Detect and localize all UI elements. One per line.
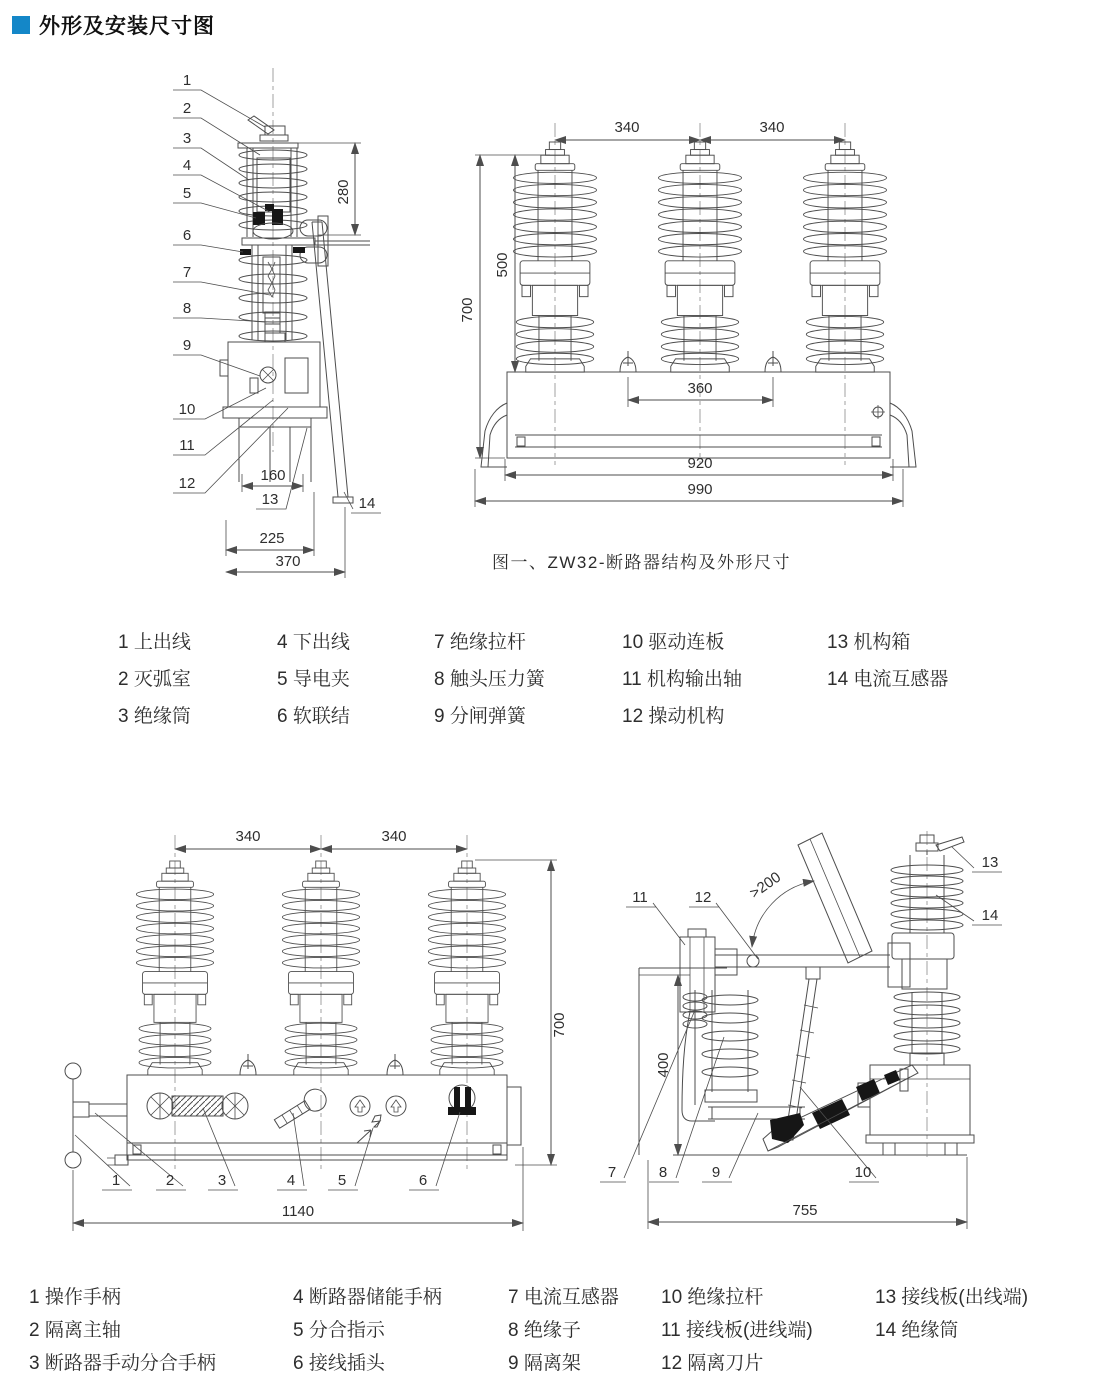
callout-2: 2 [182, 100, 192, 117]
fig1-legend-col1 [118, 624, 191, 735]
callout-8: 8 [658, 1164, 668, 1181]
dim-label-340a: 340 [614, 119, 640, 136]
blue-square-bullet [12, 16, 30, 34]
fig1-dim-500 [494, 155, 515, 372]
callout-9: 9 [711, 1164, 721, 1181]
legend-item: 5 导电夹 [277, 669, 350, 690]
fig2-legend-col5 [875, 1281, 1028, 1347]
dim-label-500: 500 [494, 252, 511, 278]
legend-item: 12 操动机构 [622, 706, 725, 727]
fig2-side-insulator-column [858, 831, 974, 1157]
callout-6: 6 [418, 1172, 428, 1189]
legend-item: 4 下出线 [277, 632, 350, 653]
legend-item: 9 分闸弹簧 [434, 706, 526, 727]
dim-label-200: >200 [746, 868, 785, 902]
callout-4: 4 [286, 1172, 296, 1189]
fig1-dim-370 [226, 507, 345, 578]
callout-6: 6 [182, 227, 192, 244]
callout-3: 3 [182, 130, 192, 147]
legend-item: 10 绝缘拉杆 [661, 1287, 764, 1308]
fig1-dim-340-left [555, 119, 700, 140]
legend-item: 2 灭弧室 [118, 669, 191, 690]
fig1-legend [0, 624, 1100, 744]
dim-label-225: 225 [259, 530, 285, 547]
dim-label-755: 755 [792, 1202, 818, 1219]
page-title: 外形及安装尺寸图 [39, 15, 215, 38]
fig2-front-view-drawing [55, 825, 600, 1245]
fig1-legend-col2 [277, 624, 350, 735]
callout-7: 7 [182, 264, 192, 281]
fig1-legend-col4 [622, 624, 742, 735]
callout-3: 3 [217, 1172, 227, 1189]
callout-4: 4 [182, 157, 192, 174]
dim-label-700: 700 [459, 297, 476, 323]
fig1-dim-920 [505, 455, 893, 481]
callout-13: 13 [981, 854, 999, 871]
legend-item: 7 绝缘拉杆 [434, 632, 526, 653]
fig2-dim-200-arc [747, 869, 814, 947]
fig1-legend-col3 [434, 624, 545, 735]
dim-label-370: 370 [275, 553, 301, 570]
fig2-side-middle-parts [683, 967, 918, 1151]
callout-11: 11 [632, 889, 648, 906]
fig2-legend-col4 [661, 1281, 813, 1378]
fig2-dim-400 [639, 975, 690, 1155]
fig1-side-callouts [173, 72, 381, 513]
legend-item: 4 断路器储能手柄 [293, 1287, 442, 1308]
legend-item: 2 隔离主轴 [29, 1320, 121, 1341]
dim-label-920: 920 [687, 455, 713, 472]
legend-item: 9 隔离架 [508, 1353, 581, 1374]
legend-item: 1 上出线 [118, 632, 191, 653]
callout-5: 5 [337, 1172, 347, 1189]
callout-8: 8 [182, 300, 192, 317]
callout-13: 13 [261, 491, 279, 508]
legend-item: 5 分合指示 [293, 1320, 385, 1341]
fig1-dim-700 [459, 155, 550, 458]
fig1-caption: 图一、ZW32-断路器结构及外形尺寸 [492, 553, 791, 572]
fig2-dim-340-left [175, 828, 321, 849]
callout-11: 11 [179, 437, 195, 454]
legend-item: 7 电流互感器 [508, 1287, 619, 1308]
callout-9: 9 [182, 337, 192, 354]
dim-label-700: 700 [551, 1012, 568, 1038]
legend-item: 13 机构箱 [827, 632, 911, 653]
callout-14: 14 [981, 907, 999, 924]
fig1-dim-360 [628, 377, 773, 407]
legend-item: 6 软联结 [277, 706, 350, 727]
dim-label-340b: 340 [759, 119, 785, 136]
callout-1: 1 [111, 1172, 121, 1189]
dim-label-160: 160 [260, 467, 286, 484]
callout-1: 1 [182, 72, 192, 89]
fig2-dim-340-right [321, 828, 467, 849]
legend-item: 1 操作手柄 [29, 1287, 121, 1308]
callout-2: 2 [165, 1172, 175, 1189]
fig1-dim-340-right [700, 119, 845, 140]
fig1-front-base-box [481, 351, 916, 467]
legend-item: 11 机构输出轴 [622, 669, 743, 690]
legend-item: 14 电流互感器 [827, 669, 949, 690]
fig1-legend-col5 [827, 624, 948, 698]
legend-item: 6 接线插头 [293, 1353, 385, 1374]
callout-10: 10 [854, 1164, 872, 1181]
legend-item: 13 接线板(出线端) [875, 1287, 1029, 1308]
dim-label-360: 360 [687, 380, 713, 397]
dim-label-340b: 340 [381, 828, 407, 845]
fig2-side-view-drawing [600, 825, 1100, 1270]
legend-item: 3 断路器手动分合手柄 [29, 1353, 216, 1374]
legend-item: 11 接线板(进线端) [661, 1320, 813, 1341]
fig1-front-view-drawing [455, 115, 925, 535]
callout-12: 12 [178, 475, 196, 492]
dim-label-1140: 1140 [281, 1203, 315, 1220]
callout-10: 10 [178, 401, 196, 418]
fig1-side-pole-graphic [220, 116, 370, 503]
section-header [12, 10, 215, 40]
callout-5: 5 [182, 185, 192, 202]
fig2-legend-col2 [293, 1281, 442, 1378]
dim-label-990: 990 [687, 481, 713, 498]
callout-7: 7 [607, 1164, 617, 1181]
dim-label-280: 280 [335, 179, 352, 205]
fig2-front-base-box [65, 1054, 521, 1168]
callout-12: 12 [694, 889, 712, 906]
fig1-side-view-drawing [60, 60, 440, 590]
fig2-legend-col1 [29, 1281, 216, 1378]
fig2-legend [0, 1281, 1100, 1378]
legend-item: 14 绝缘筒 [875, 1320, 959, 1341]
legend-item: 8 触头压力簧 [434, 669, 545, 690]
dim-label-340a: 340 [235, 828, 261, 845]
callout-14: 14 [358, 495, 376, 512]
legend-item: 8 绝缘子 [508, 1320, 581, 1341]
legend-item: 3 绝缘筒 [118, 706, 191, 727]
fig2-legend-col3 [508, 1281, 619, 1378]
fig2-dim-755 [648, 1157, 967, 1229]
legend-item: 10 驱动连板 [622, 632, 725, 653]
legend-item: 12 隔离刀片 [661, 1353, 764, 1374]
fig1-dim-280 [292, 143, 361, 235]
dim-label-400: 400 [655, 1052, 672, 1078]
